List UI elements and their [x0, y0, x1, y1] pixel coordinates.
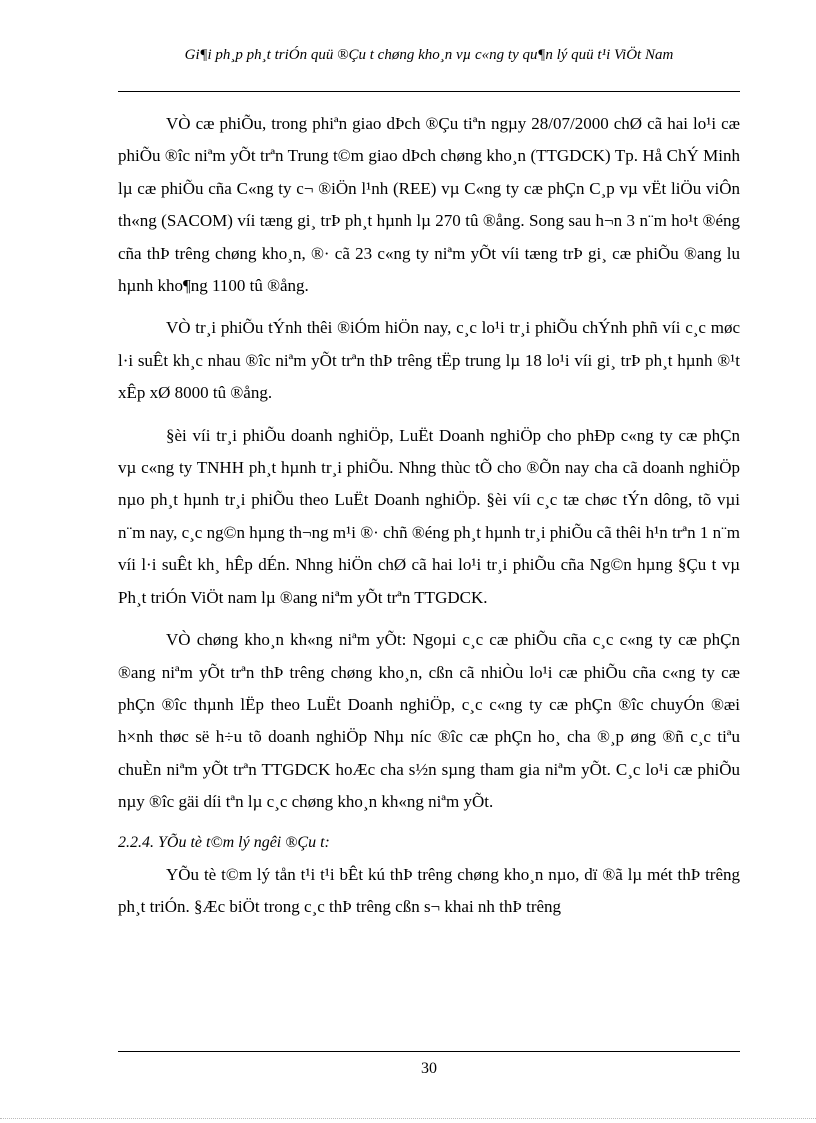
paragraph-corporate-bonds: §èi víi tr¸i phiÕu doanh nghiÖp, LuËt Doanh nghiÖp cho phÐp c«ng ty cæ phÇn vµ c«ng ty TNHH ph¸t hµnh tr¸i phiÕu. Nhng thùc tÕ cho ®Õn nay cha cã doanh nghiÖp nµo ph¸t hµnh tr¸i phiÕu theo LuËt Doanh nghiÖp. §èi víi c¸c tæ chøc tÝn dông, tõ vµi n¨m nay, c¸c ng©n hµng th¬ng m¹i ®· chñ ®éng ph¸t hµnh tr¸i phiÕu cã thêi h¹n trªn 1 n¨m víi l·i suÊt kh¸ hÊp dÉn. Nhng hiÖn chØ cã hai lo¹i tr¸i phiÕu cña Ng©n hµng §Çu t vµ Ph¸t triÓn ViÖt nam lµ ®ang niªm yÕt trªn TTGDCK.	[118, 425, 740, 607]
header-divider	[118, 91, 740, 92]
paragraph-bonds: VÒ tr¸i phiÕu tÝnh thêi ®iÓm hiÖn nay, c¸c lo¹i tr¸i phiÕu chÝnh phñ víi c¸c møc l·i suÊt kh¸c nhau ®îc niªm yÕt trªn thÞ trêng tËp trung lµ 18 lo¹i víi gi¸ trÞ ph¸t hµnh ®¹t xÊp xØ 8000 tû ®ång.	[118, 318, 740, 403]
paragraph-stocks: VÒ cæ phiÕu, trong phiªn giao dÞch ®Çu tiªn ngµy 28/07/2000 chØ cã hai lo¹i cæ phiÕu ®îc niªm yÕt trªn Trung t©m giao dÞch chøng kho¸n (TTGDCK) Tp. Hå ChÝ Minh lµ cæ phiÕu cña C«ng ty c¬ ®iÖn l¹nh (REE) vµ C«ng ty cæ phÇn C¸p vµ vËt liÖu viÔn th«ng (SACOM) víi tæng gi¸ trÞ ph¸t hµnh lµ 270 tû ®ång. Song sau h¬n 3 n¨m ho¹t ®éng cña thÞ trêng chøng kho¸n, ®· cã 23 c«ng ty niªm yÕt víi tæng trÞ gi¸ cæ phiÕu ®ang lu hµnh kho¶ng 1100 tû ®ång.	[118, 114, 740, 296]
section-heading: 2.2.4. YÕu tè t©m lý ngêi ®Çu t:	[118, 833, 330, 851]
footer-divider	[118, 1051, 740, 1052]
page-edge-dotted-line	[0, 1118, 816, 1119]
running-header: Gi¶i ph¸p ph¸t triÓn quü ®Çu t chøng kho¸n vµ c«ng ty qu¶n lý quü t¹i ViÖt Nam	[184, 47, 674, 63]
page-number: 30	[421, 1060, 437, 1077]
paragraph-investor-psychology: YÕu tè t©m lý tån t¹i t¹i bÊt kú thÞ trêng chøng kho¸n nµo, dï ®ã lµ mét thÞ trêng ph¸t triÓn. §Æc biÖt trong c¸c thÞ trêng cßn s¬ khai nh thÞ trêng	[118, 864, 740, 916]
paragraph-unlisted-securities: VÒ chøng kho¸n kh«ng niªm yÕt: Ngoµi c¸c cæ phiÕu cña c¸c c«ng ty cæ phÇn ®ang niªm yÕt trªn thÞ trêng chøng kho¸n, cßn cã nhiÒu lo¹i cæ phiÕu cña c«ng ty cæ phÇn ®îc thµnh lËp theo LuËt Doanh nghiÖp, c¸c c«ng ty cæ phÇn ®îc chuyÓn ®æi h×nh thøc së h÷u tõ doanh nghiÖp Nhµ níc ®îc cæ phÇn ho¸ cha ®¸p øng ®ñ c¸c tiªu chuÈn niªm yÕt trªn TTGDCK hoÆc cha s½n sµng tham gia niªm yÕt. C¸c lo¹i cæ phiÕu nµy ®îc gäi díi tªn lµ c¸c chøng kho¸n kh«ng niªm yÕt.	[118, 630, 740, 812]
body-text	[118, 108, 740, 933]
